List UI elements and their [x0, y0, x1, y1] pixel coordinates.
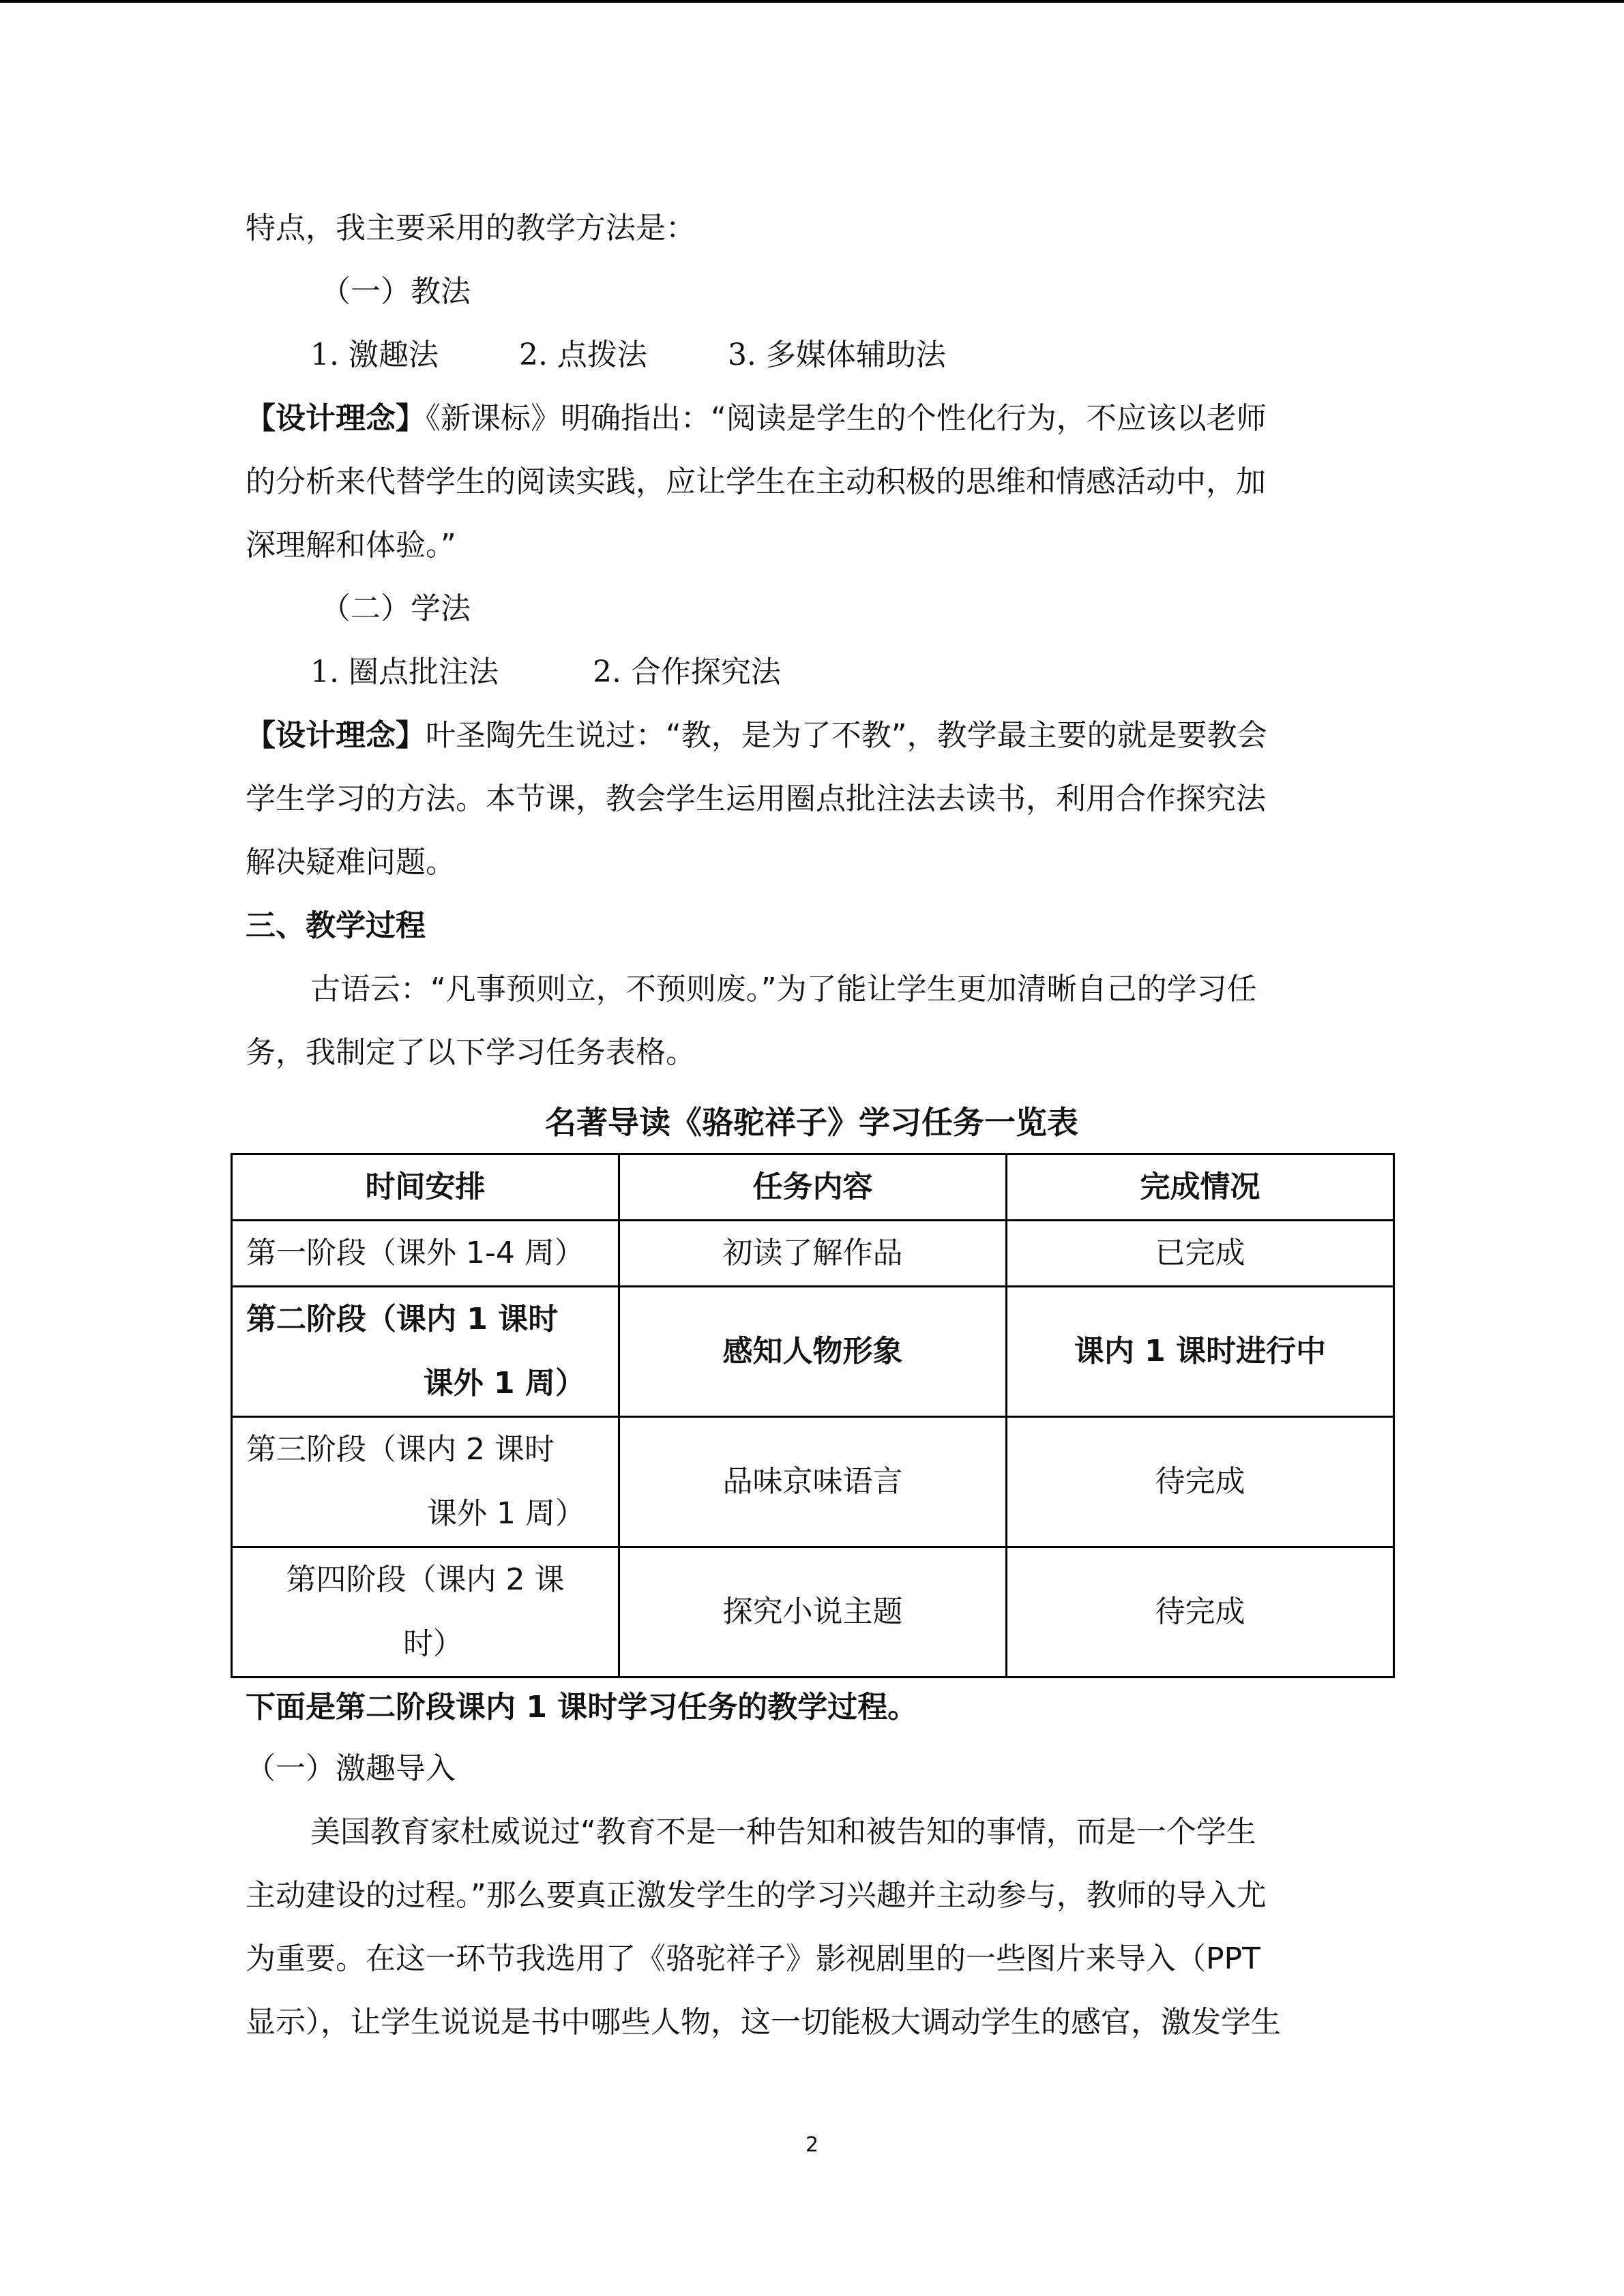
page-top-border [0, 0, 1624, 3]
section-heading-intro: （一）激趣导入 [246, 1751, 456, 1786]
design-concept-tag: 【设计理念】 [246, 718, 426, 753]
table-header-cell: 任务内容 [619, 1154, 1007, 1221]
design-concept-paragraph [246, 717, 1391, 755]
stage-line: 课外 1 周） [423, 1366, 585, 1401]
table-cell-status: 待完成 [1007, 1547, 1394, 1678]
stage-line: 第三阶段（课内 2 课时 [246, 1432, 555, 1467]
paragraph-text: 叶圣陶先生说过：“教，是为了不教”，教学最主要的就是要教会 [426, 718, 1267, 753]
paragraph-line: 的分析来代替学生的阅读实践，应让学生在主动积极的思维和情感活动中，加 [246, 464, 1266, 499]
table-cell-task: 初读了解作品 [619, 1221, 1007, 1287]
paragraph-line: 古语云：“凡事预则立，不预则废。”为了能让学生更加清晰自己的学习任 [310, 972, 1257, 1007]
table-cell-stage [232, 1547, 619, 1678]
section-heading-teaching-process: 三、教学过程 [246, 908, 426, 943]
table-header-cell: 完成情况 [1007, 1154, 1394, 1221]
task-table [231, 1153, 1395, 1678]
method-item: 1. 圈点批注法 [310, 655, 499, 689]
paragraph-text: 《新课标》明确指出：“阅读是学生的个性化行为，不应该以老师 [426, 401, 1267, 436]
table-cell-task: 探究小说主题 [619, 1547, 1007, 1678]
method-list [310, 653, 1456, 691]
table-cell-task: 品味京味语言 [619, 1417, 1007, 1547]
paragraph-line: 显示），让学生说说是书中哪些人物，这一切能极大调动学生的感官，激发学生 [246, 2005, 1281, 2040]
page-number: 2 [805, 2133, 819, 2157]
paragraph-line: 下面是第二阶段课内 1 课时学习任务的教学过程。 [246, 1690, 918, 1725]
table-cell-stage [232, 1417, 619, 1547]
stage-line: 第二阶段（课内 1 课时 [246, 1302, 559, 1337]
method-item: 3. 多媒体辅助法 [727, 338, 946, 372]
design-concept-paragraph [246, 400, 1391, 438]
section-heading-learning-method: （二）学法 [321, 591, 471, 626]
paragraph-line: 主动建设的过程。”那么要真正激发学生的学习兴趣并主动参与，教师的导入尤 [246, 1878, 1267, 1913]
method-list [310, 336, 1456, 374]
paragraph-line: 特点，我主要采用的教学方法是： [246, 211, 696, 245]
section-heading-teaching-method: （一）教法 [321, 274, 471, 309]
method-item: 2. 合作探究法 [592, 655, 781, 689]
table-cell-status: 待完成 [1007, 1417, 1394, 1547]
table-header-row [232, 1154, 1394, 1221]
paragraph-line: 学生学习的方法。本节课，教会学生运用圈点批注法去读书，利用合作探究法 [246, 781, 1266, 816]
table-cell-task: 感知人物形象 [619, 1287, 1007, 1417]
method-item: 2. 点拨法 [518, 338, 647, 372]
paragraph-line: 务，我制定了以下学习任务表格。 [246, 1035, 696, 1070]
table-cell-status: 已完成 [1007, 1221, 1394, 1287]
table-row [232, 1417, 1394, 1547]
paragraph-line: 美国教育家杜威说过“教育不是一种告知和被告知的事情，而是一个学生 [310, 1815, 1256, 1849]
stage-line: 时） [403, 1626, 463, 1661]
paragraph-line: 深理解和体验。” [246, 528, 456, 563]
paragraph-line: 解决疑难问题。 [246, 845, 456, 880]
table-row [232, 1287, 1394, 1417]
table-row [232, 1221, 1394, 1287]
stage-line: 课外 1 周） [427, 1496, 585, 1531]
table-cell-status: 课内 1 课时进行中 [1007, 1287, 1394, 1417]
design-concept-tag: 【设计理念】 [246, 401, 426, 436]
method-item: 1. 激趣法 [310, 338, 439, 372]
table-row [232, 1547, 1394, 1678]
paragraph-line: 为重要。在这一环节我选用了《骆驼祥子》影视剧里的一些图片来导入（PPT [246, 1941, 1260, 1976]
stage-line: 第四阶段（课内 2 课 [286, 1562, 565, 1597]
table-header-cell: 时间安排 [232, 1154, 619, 1221]
table-caption: 名著导读《骆驼祥子》学习任务一览表 [545, 1104, 1078, 1141]
table-cell-stage: 第一阶段（课外 1-4 周） [232, 1221, 619, 1287]
table-cell-stage [232, 1287, 619, 1417]
